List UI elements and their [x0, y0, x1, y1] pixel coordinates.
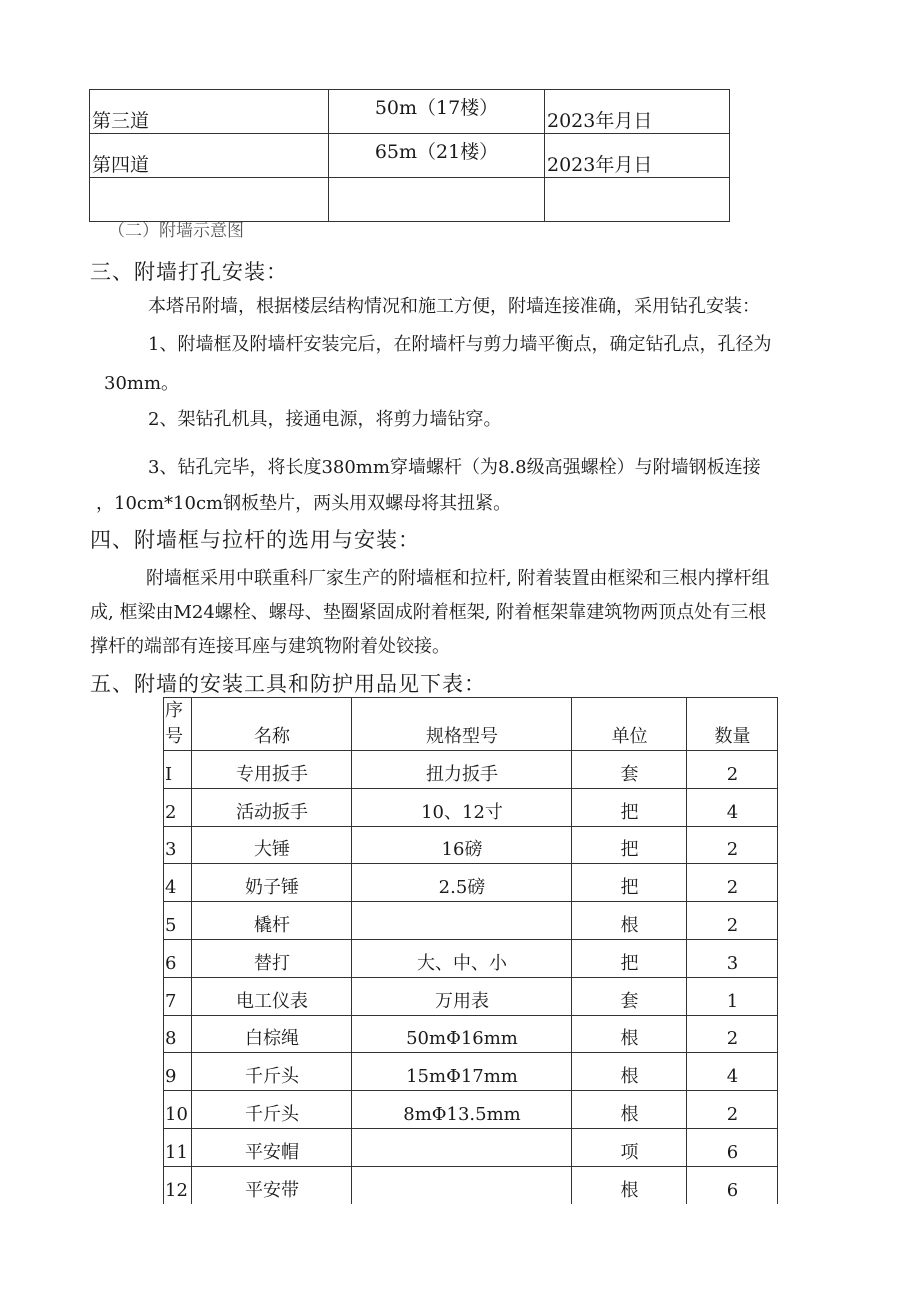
section-3-step2: 2、架钻孔机具，接通电源，将剪力墙钻穿。 [148, 409, 502, 430]
cell-unit: 根 [572, 902, 687, 940]
table-row [164, 751, 778, 789]
cell-spec: 16磅 [352, 826, 572, 864]
table-row [164, 1128, 778, 1166]
table-row [164, 1166, 778, 1203]
cell-spec: 15mΦ17mm [352, 1053, 572, 1091]
attachment-schedule-table [89, 89, 730, 222]
table-row [164, 977, 778, 1015]
cell-qty: 3 [687, 939, 778, 977]
header-no: 序号 [164, 698, 192, 751]
cell-qty: 2 [687, 751, 778, 789]
cell-no: 9 [164, 1053, 192, 1091]
subsection-diagram-heading: （二）附墙示意图 [108, 221, 244, 241]
table-row [164, 1091, 778, 1129]
section-3-title: 三、附墙打孔安装： [90, 260, 288, 284]
cell-spec: 万用表 [352, 977, 572, 1015]
cell-name: 奶子锤 [192, 864, 352, 902]
section-3-step1: 1、附墙框及附墙杆安装完后，在附墙杆与剪力墙平衡点，确定钻孔点，孔径为 [148, 334, 772, 355]
table-row [164, 826, 778, 864]
cell-qty: 2 [687, 902, 778, 940]
table-row [164, 1015, 778, 1053]
cell-spec: 2.5磅 [352, 864, 572, 902]
cell-unit: 套 [572, 751, 687, 789]
table-row [164, 1053, 778, 1091]
cell-unit: 项 [572, 1128, 687, 1166]
table-row [164, 788, 778, 826]
cell-name: 电工仪表 [192, 977, 352, 1015]
cell-qty: 6 [687, 1128, 778, 1166]
cell-name: 千斤头 [192, 1053, 352, 1091]
cell-spec: 扭力扳手 [352, 751, 572, 789]
cell-unit: 根 [572, 1015, 687, 1053]
table-row [164, 864, 778, 902]
cell-qty: 1 [687, 977, 778, 1015]
table-row [90, 134, 730, 178]
section-3-step3-cont: ，10cm*10cm钢板垫片，两头用双螺母将其扭紧。 [96, 493, 512, 514]
cell-unit: 把 [572, 939, 687, 977]
cell-unit: 把 [572, 826, 687, 864]
attach-name-cell: 第三道 [90, 90, 329, 134]
cell-spec: 大、中、小 [352, 939, 572, 977]
cell-no: 4 [164, 864, 192, 902]
section-3-step3: 3、钻孔完毕，将长度380mm穿墙螺杆（为8.8级高强螺栓）与附墙钢板连接 [148, 457, 761, 478]
section-3-intro: 本塔吊附墙，根据楼层结构情况和施工方便，附墙连接准确，采用钻孔安装： [148, 296, 760, 317]
cell-qty: 4 [687, 1053, 778, 1091]
cell-unit: 根 [572, 1091, 687, 1129]
cell-name: 橇杆 [192, 902, 352, 940]
tools-table [163, 697, 778, 1204]
cell-qty: 2 [687, 1091, 778, 1129]
cell-no: 3 [164, 826, 192, 864]
section-4-line3: 撑杆的端部有连接耳座与建筑物附着处铰接。 [90, 636, 450, 657]
cell-name: 大锤 [192, 826, 352, 864]
cell-no: 7 [164, 977, 192, 1015]
cell-name: 专用扳手 [192, 751, 352, 789]
cell-spec: 10、12寸 [352, 788, 572, 826]
cell-no: 5 [164, 902, 192, 940]
attach-date-cell: 2023年月日 [545, 134, 730, 178]
cell-spec: 50mΦ16mm [352, 1015, 572, 1053]
cell-no: 12 [164, 1166, 192, 1203]
cell-unit: 根 [572, 1053, 687, 1091]
cell-unit: 把 [572, 788, 687, 826]
cell-no: 6 [164, 939, 192, 977]
cell-spec [352, 1166, 572, 1203]
cell-unit: 根 [572, 1166, 687, 1203]
attach-name-cell [90, 178, 329, 222]
cell-no: I [164, 751, 192, 789]
attach-date-cell [545, 178, 730, 222]
cell-qty: 2 [687, 864, 778, 902]
cell-qty: 6 [687, 1166, 778, 1203]
cell-name: 千斤头 [192, 1091, 352, 1129]
attach-height-cell: 65m（21楼） [329, 134, 545, 178]
section-3-step1-cont: 30mm。 [104, 373, 180, 394]
cell-no: 10 [164, 1091, 192, 1129]
attach-name-cell: 第四道 [90, 134, 329, 178]
table-row [164, 902, 778, 940]
section-4-line1: 附墙框采用中联重科厂家生产的附墙框和拉杆, 附着装置由框梁和三根内撑杆组 [146, 568, 770, 589]
attach-date-cell: 2023年月日 [545, 90, 730, 134]
table-row [90, 90, 730, 134]
table-header-row [164, 698, 778, 751]
cell-no: 11 [164, 1128, 192, 1166]
cell-qty: 2 [687, 1015, 778, 1053]
header-unit: 单位 [572, 698, 687, 751]
header-spec: 规格型号 [352, 698, 572, 751]
cell-name: 平安帽 [192, 1128, 352, 1166]
header-qty: 数量 [687, 698, 778, 751]
cell-name: 替打 [192, 939, 352, 977]
cell-no: 2 [164, 788, 192, 826]
attach-height-cell: 50m（17楼） [329, 90, 545, 134]
cell-unit: 套 [572, 977, 687, 1015]
cell-spec [352, 902, 572, 940]
section-4-title: 四、附墙框与拉杆的选用与安装： [90, 528, 420, 552]
cell-name: 平安带 [192, 1166, 352, 1203]
section-4-line2: 成, 框梁由M24螺栓、螺母、垫圈紧固成附着框架, 附着框架靠建筑物两顶点处有三根 [90, 602, 767, 623]
header-name: 名称 [192, 698, 352, 751]
attach-height-cell [329, 178, 545, 222]
cell-name: 白棕绳 [192, 1015, 352, 1053]
table-row [90, 178, 730, 222]
section-5-title: 五、附墙的安装工具和防护用品见下表： [90, 672, 486, 696]
table-row [164, 939, 778, 977]
cell-no: 8 [164, 1015, 192, 1053]
cell-name: 活动扳手 [192, 788, 352, 826]
cell-unit: 把 [572, 864, 687, 902]
cell-qty: 4 [687, 788, 778, 826]
cell-spec [352, 1128, 572, 1166]
cell-qty: 2 [687, 826, 778, 864]
cell-spec: 8mΦ13.5mm [352, 1091, 572, 1129]
